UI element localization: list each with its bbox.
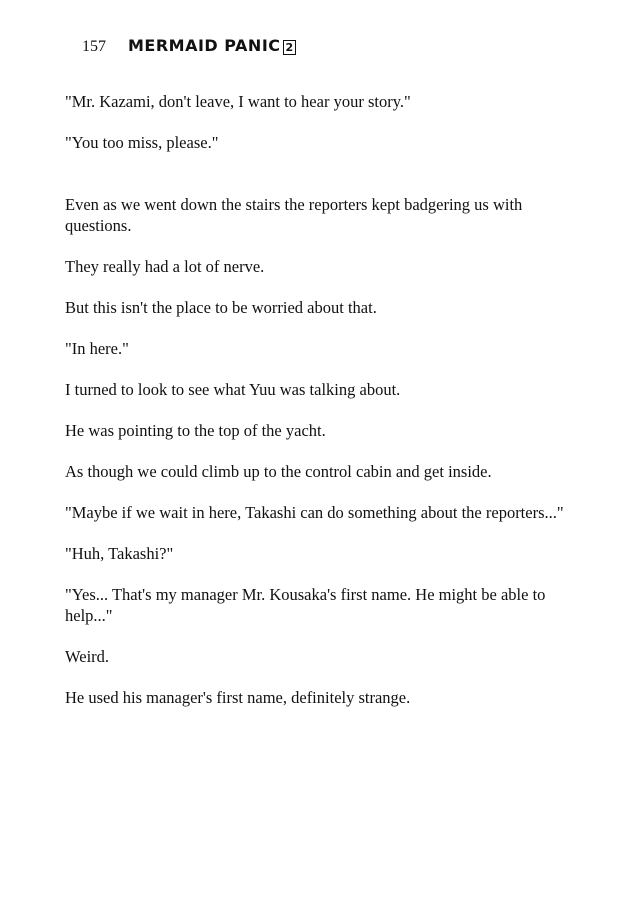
paragraph: "Yes... That's my manager Mr. Kousaka's first name. He might be able to help..." [65,585,546,625]
paragraph: "In here." [65,339,129,358]
paragraph: "Maybe if we wait in here, Takashi can do something about the reporters..." [65,503,564,522]
volume-badge: 2 [283,40,297,55]
paragraph: But this isn't the place to be worried about that. [65,298,377,317]
paragraph: They really had a lot of nerve. [65,257,265,276]
page-number: 157 [82,38,106,55]
paragraph: "You too miss, please." [65,133,219,152]
paragraph: He used his manager's first name, definitely strange. [65,688,411,707]
paragraph: I turned to look to see what Yuu was talking about. [65,380,401,399]
paragraph: Even as we went down the stairs the reporters kept badgering us with questions. [65,195,523,235]
paragraph: "Mr. Kazami, don't leave, I want to hear your story." [65,92,411,111]
paragraph: As though we could climb up to the control cabin and get inside. [65,462,492,481]
page-header [82,36,296,56]
paragraph: "Huh, Takashi?" [65,544,174,563]
paragraph: Weird. [65,647,110,666]
book-title: MERMAID PANIC [128,36,281,55]
paragraph: He was pointing to the top of the yacht. [65,421,326,440]
body-text [65,91,585,728]
